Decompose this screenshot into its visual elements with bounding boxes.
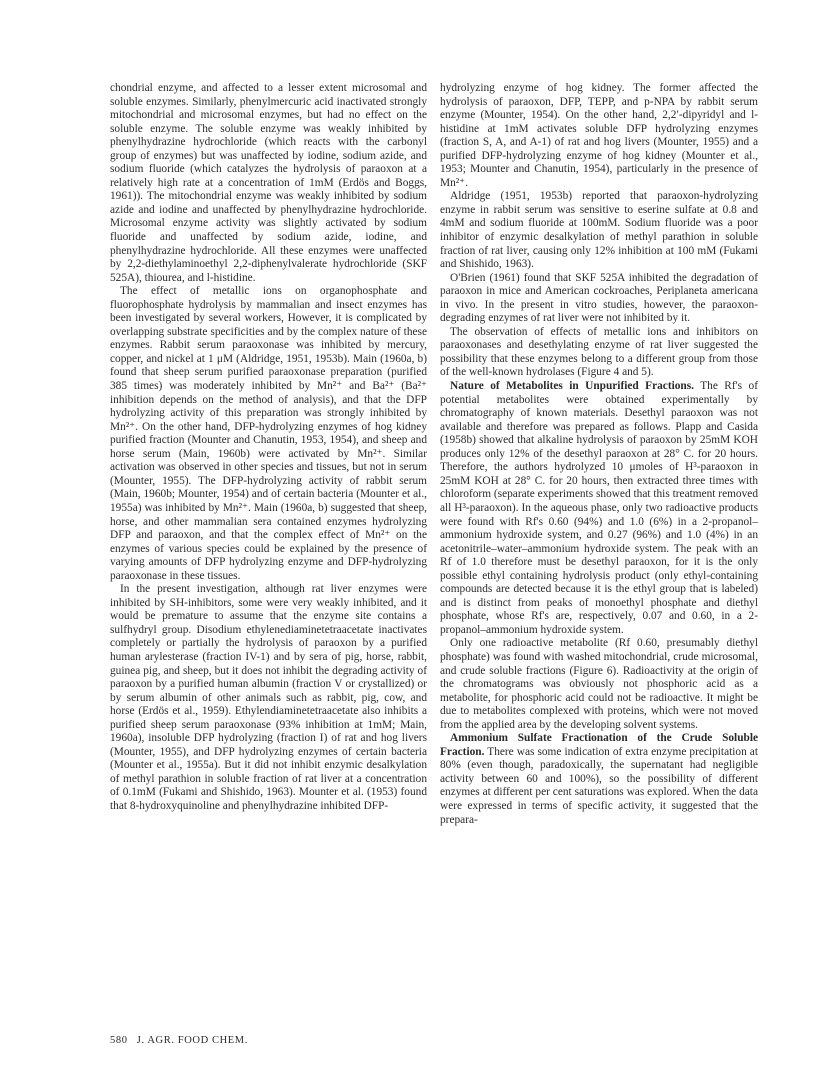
section-paragraph xyxy=(440,380,758,637)
paragraph: Aldridge (1951, 1953b) reported that paraoxon-hydrolyzing enzyme in rabbit serum was sensitive to eserine sulfate at 0.8 and 4mM and sodium fluoride at 100mM. Sodium fluoride was a poor inhibitor of enzymic desalkylation of methyl parathion in soluble fraction of rat liver, causing only 12% inhibition at 100 mM (Fukami and Shishido, 1963). xyxy=(440,190,758,271)
section-body: There was some indication of extra enzyme precipitation at 80% (even though, paradoxically, the supernatant had negligible activity between 60 and 100%), so the possibility of different enzymes at different per cent saturations was explored. When the data were expressed in terms of specific activity, it suggested that the prepara- xyxy=(440,745,758,826)
page-footer xyxy=(110,1035,248,1046)
paragraph: Only one radioactive metabolite (Rf 0.60, presumably diethyl phosphate) was found with washed mitochondrial, crude microsomal, and crude soluble fractions (Figure 6). Radioactivity at the origin of the chromatograms was obviously not phosphoric acid as a metabolite, for phosphoric acid could not be radioactive. It might be due to metabolites complexed with proteins, which were not moved from the applied area by the developing solvent systems. xyxy=(440,637,758,731)
paragraph: chondrial enzyme, and affected to a lesser extent microsomal and soluble enzymes. Similarly, phenylmercuric acid inactivated strongly mitochondrial and microsomal enzymes, but had no effect on the soluble enzyme. The soluble enzyme was weakly inhibited by phenylhydrazine hydrochloride (which reacts with the carbonyl group of enzymes) but was unaffected by iodine, sodium azide, and sodium fluoride (which catalyzes the hydrolysis of paraoxon at a relatively high rate at a concentration of 1mM (Erdös and Boggs, 1961)). The mitochondrial enzyme was weakly inhibited by sodium azide and iodine and unaffected by phenylhydrazine hydrochloride. Microsomal enzyme activity was slightly activated by sodium fluoride and unaffected by sodium azide, iodine, and phenylhydrazine hydrochloride. All these enzymes were unaffected by 2,2-diethylaminoethyl 2,2-diphenylvalerate hydrochloride (SKF 525A), thiourea, and l-histidine. xyxy=(110,82,427,284)
page-number: 580 xyxy=(110,1035,128,1046)
section-body: The Rf's of potential metabolites were obtained experimentally by chromatography of known materials. Desethyl paraoxon was not available and therefore was prepared as follows. Plapp and Casida (1958b) showed that alkaline hydrolysis of paraoxon by 25mM KOH produces only 12% of the desethyl paraoxon at 28° C. for 20 hours. Therefore, the authors hydrolyzed 10 μmoles of H³-paraoxon in 25mM KOH at 28° C. for 20 hours, then extracted three times with chloroform (separate experiments showed that this treatment removed all H³-paraoxon). In the aqueous phase, only two radioactive products were found with Rf's 0.60 (94%) and 1.0 (6%) in a 2-propanol–ammonium hydroxide system, and 0.27 (96%) and 1.0 (4%) in an acetonitrile–water–ammonium hydroxide system. The peak with an Rf of 1.0 therefore must be desethyl paraoxon, for it is the only possible ethyl containing hydrolysis product (only ethyl-containing compounds are detected because it is the ethyl group that is labeled) and is distinct from peaks of monoethyl phosphate and diethyl phosphate, whose Rf's are, respectively, 0.07 and 0.60, in a 2-propanol–ammonium hydroxide system. xyxy=(440,380,758,636)
paragraph: In the present investigation, although rat liver enzymes were inhibited by SH-inhibitors, some were very weakly inhibited, and it would be premature to assume that the enzyme site contains a sulfhydryl group. Disodium ethylenediaminetetraacetate inactivates completely or partially the hydrolysis of paraoxon by a purified human arylesterase (fraction IV-1) and by sera of pig, horse, rabbit, guinea pig, and sheep, but it does not inhibit the degrading activity of paraoxon by a purified human albumin (fraction V or crystallized) or by serum albumin of other animals such as rabbit, pig, cow, and horse (Erdös et al., 1959). Ethylendiaminetetraacetate also inhibits a purified sheep serum paraoxonase (93% inhibition at 1mM; Main, 1960a), insoluble DFP hydrolyzing (fraction I) of rat and hog livers (Mounter, 1955), and DFP hydrolyzing enzymes of certain bacteria (Mounter et al., 1955a). But it did not inhibit enzymic desalkylation of methyl parathion in soluble fraction of rat liver at a concentration of 0.1mM (Fukami and Shishido, 1963). Mounter et al. (1953) found that 8-hydroxyquinoline and phenylhydrazine inhibited DFP- xyxy=(110,583,427,812)
left-column xyxy=(110,82,427,814)
paragraph: O'Brien (1961) found that SKF 525A inhibited the degradation of paraoxon in mice and American cockroaches, Periplaneta americana in vivo. In the present in vitro studies, however, the paraoxon-degrading enzymes of rat liver were not inhibited by it. xyxy=(440,271,758,325)
journal-name: J. AGR. FOOD CHEM. xyxy=(136,1035,248,1046)
section-heading: Ammonium Sulfate Fractionation of the Crude Soluble Fraction. xyxy=(440,732,758,758)
section-heading: Nature of Metabolites in Unpurified Fractions. xyxy=(450,380,694,393)
paragraph: The observation of effects of metallic ions and inhibitors on paraoxonases and desethylating enzyme of rat liver suggested the possibility that these enzymes belong to a different group from those of the well-known hydrolases (Figure 4 and 5). xyxy=(440,325,758,379)
right-column xyxy=(440,82,758,827)
section-paragraph xyxy=(440,732,758,827)
paragraph: hydrolyzing enzyme of hog kidney. The former affected the hydrolysis of paraoxon, DFP, TEPP, and p-NPA by rabbit serum enzyme (Mounter, 1954). On the other hand, 2,2′-dipyridyl and l-histidine at 1mM activates soluble DFP hydrolyzing enzymes (fraction S, A, and A-1) of rat and hog livers (Mounter, 1955) and a purified DFP-hydrolyzing enzyme of hog kidney (Mounter et al., 1953; Mounter and Chanutin, 1954), particularly in the presence of Mn²⁺. xyxy=(440,82,758,189)
paragraph: The effect of metallic ions on organophosphate and fluorophosphate hydrolysis by mammalian and insect enzymes has been investigated by several workers, However, it is complicated by overlapping substrate specificities and by the complex nature of these enzymes. Rabbit serum paraoxonase was inhibited by mercury, copper, and nickel at 1 μM (Aldridge, 1951, 1953b). Main (1960a, b) found that sheep serum purified paraoxonase preparation (purified 385 times) was moderately inhibited by Mn²⁺ and Ba²⁺ (Ba²⁺ inhibition depends on the method of analysis), and that the DFP hydrolyzing activity of this preparation was strongly inhibited by Mn²⁺. On the other hand, DFP-hydrolyzing enzymes of hog kidney purified fraction (Mounter and Chanutin, 1953, 1954), and sheep and horse serum (Main, 1960b) were activated by Mn²⁺. Similar activation was observed in other species and tissues, but not in serum (Mounter, 1955). The DFP-hydrolyzing activity of rabbit serum (Main, 1960b; Mounter, 1954) and of certain bacteria (Mounter et al., 1955a) was inhibited by Mn²⁺. Main (1960a, b) suggested that sheep, horse, and other mammalian sera contained enzymes hydrolyzing DFP and paraoxon, and that the complex effect of Mn²⁺ on the enzymes of various species could be explained by the presence of varying amounts of DFP hydrolyzing enzyme and DFP-hydrolyzing paraoxonase in these tissues. xyxy=(110,285,427,582)
